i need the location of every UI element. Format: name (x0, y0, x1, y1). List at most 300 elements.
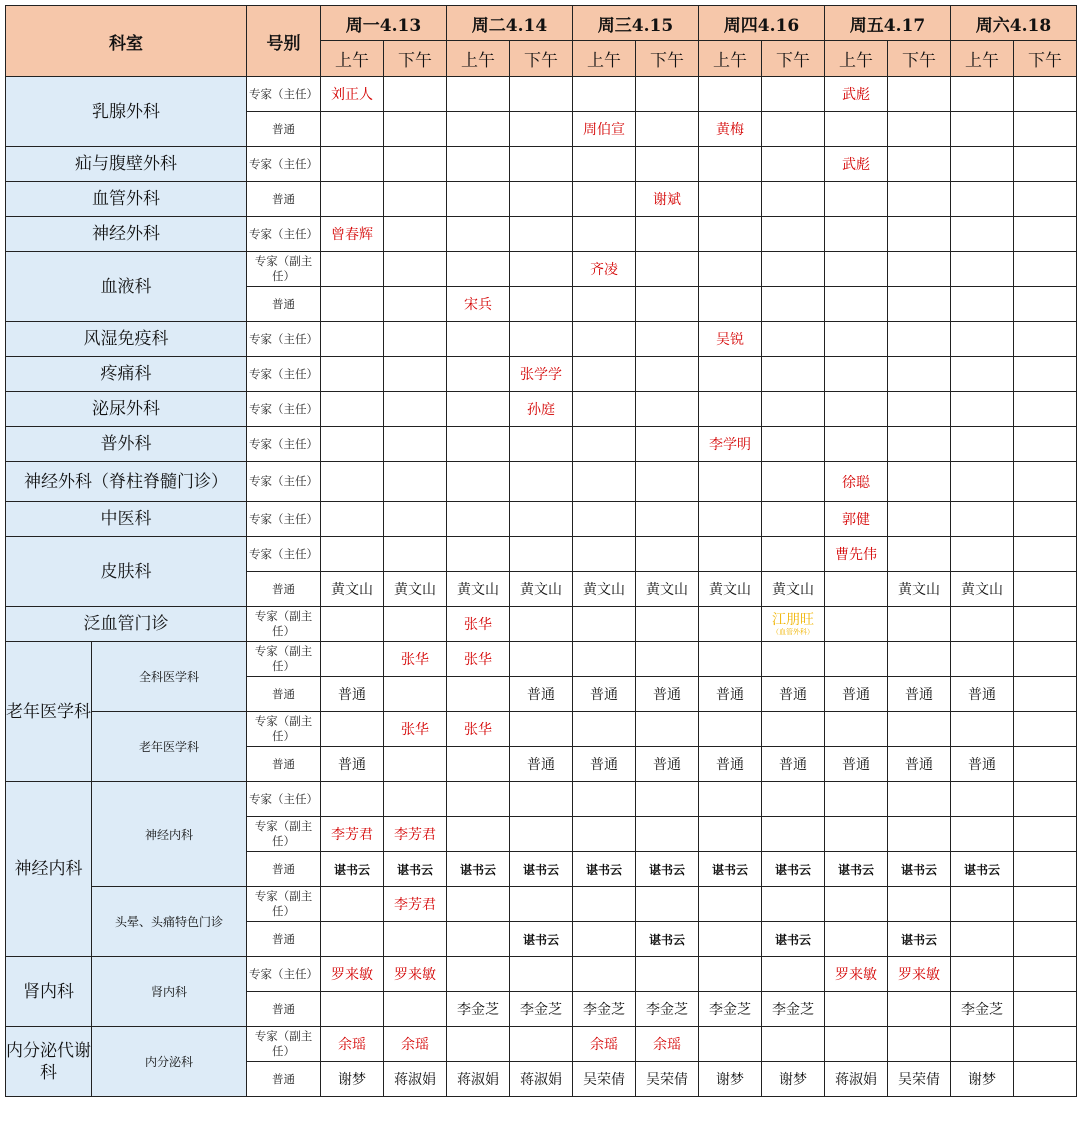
schedule-row (6, 182, 1077, 217)
schedule-cell (510, 572, 573, 607)
schedule-cell (636, 217, 699, 252)
schedule-row (6, 1027, 1077, 1062)
schedule-cell (762, 287, 825, 322)
registration-type: 普通 (247, 112, 321, 147)
schedule-cell (888, 182, 951, 217)
schedule-cell (1014, 392, 1077, 427)
schedule-row (6, 712, 1077, 747)
schedule-cell (888, 462, 951, 502)
schedule-cell (384, 1062, 447, 1097)
doctor-name: 吴荣倩 (898, 1072, 940, 1088)
schedule-cell (762, 922, 825, 957)
schedule-cell (447, 537, 510, 572)
schedule-cell (510, 957, 573, 992)
doctor-name: 普通 (968, 757, 996, 773)
doctor-name: 张华 (464, 617, 492, 633)
schedule-cell (762, 77, 825, 112)
schedule-cell (321, 782, 384, 817)
schedule-cell (951, 852, 1014, 887)
schedule-cell (699, 217, 762, 252)
schedule-cell (321, 182, 384, 217)
doctor-name: 黄文山 (709, 582, 751, 598)
schedule-cell (636, 887, 699, 922)
schedule-cell (447, 182, 510, 217)
schedule-cell (951, 887, 1014, 922)
schedule-cell (447, 852, 510, 887)
schedule-cell (888, 77, 951, 112)
schedule-row (6, 392, 1077, 427)
schedule-row (6, 357, 1077, 392)
schedule-cell (384, 427, 447, 462)
registration-type: 普通 (247, 182, 321, 217)
day-header-mon: 周一4.13 (321, 6, 447, 41)
schedule-cell (573, 607, 636, 642)
schedule-cell (636, 182, 699, 217)
schedule-cell (510, 287, 573, 322)
schedule-cell (636, 392, 699, 427)
schedule-cell (321, 357, 384, 392)
doctor-name: 李学明 (709, 437, 751, 453)
schedule-cell (762, 852, 825, 887)
schedule-cell (447, 957, 510, 992)
department-name: 神经外科（脊柱脊髓门诊） (6, 462, 247, 502)
schedule-cell (384, 887, 447, 922)
schedule-cell (699, 287, 762, 322)
schedule-cell (951, 1027, 1014, 1062)
schedule-cell (636, 112, 699, 147)
schedule-cell (825, 782, 888, 817)
schedule-cell (699, 357, 762, 392)
schedule-cell (825, 852, 888, 887)
schedule-cell (573, 642, 636, 677)
schedule-cell (510, 887, 573, 922)
pm-header: 下午 (1014, 41, 1077, 77)
schedule-cell (636, 712, 699, 747)
type-header: 号别 (247, 6, 321, 77)
schedule-cell (573, 182, 636, 217)
schedule-cell (1014, 427, 1077, 462)
schedule-cell (384, 357, 447, 392)
schedule-cell (951, 217, 1014, 252)
schedule-cell (447, 677, 510, 712)
schedule-cell (573, 747, 636, 782)
schedule-cell (1014, 252, 1077, 287)
schedule-cell (573, 537, 636, 572)
schedule-cell (510, 322, 573, 357)
doctor-name: 普通 (716, 757, 744, 773)
schedule-cell (888, 1027, 951, 1062)
registration-type: 专家（副主任） (247, 817, 321, 852)
schedule-cell (762, 112, 825, 147)
schedule-cell (447, 112, 510, 147)
doctor-name: 李芳君 (331, 827, 373, 843)
doctor-name: 普通 (779, 757, 807, 773)
schedule-cell (1014, 77, 1077, 112)
schedule-cell (951, 992, 1014, 1027)
schedule-cell (888, 712, 951, 747)
doctor-name: 谌书云 (774, 862, 811, 877)
schedule-cell (762, 572, 825, 607)
schedule-cell (699, 747, 762, 782)
registration-type: 专家（主任） (247, 357, 321, 392)
doctor-name: 黄文山 (646, 582, 688, 598)
schedule-cell (573, 712, 636, 747)
schedule-cell (510, 642, 573, 677)
registration-type: 普通 (247, 922, 321, 957)
schedule-cell (951, 252, 1014, 287)
schedule-cell (636, 572, 699, 607)
schedule-cell (636, 957, 699, 992)
schedule-cell (447, 427, 510, 462)
schedule-cell (573, 462, 636, 502)
am-header: 上午 (951, 41, 1014, 77)
schedule-cell (825, 747, 888, 782)
dept-header: 科室 (6, 6, 247, 77)
schedule-cell (447, 887, 510, 922)
schedule-cell (1014, 502, 1077, 537)
doctor-name: 罗来敏 (331, 967, 373, 983)
schedule-cell (699, 322, 762, 357)
day-header-fri: 周五4.17 (825, 6, 951, 41)
day-header-tue: 周二4.14 (447, 6, 573, 41)
schedule-cell (321, 747, 384, 782)
schedule-cell (762, 357, 825, 392)
schedule-cell (636, 147, 699, 182)
doctor-name: 谢梦 (779, 1072, 807, 1088)
schedule-cell (825, 572, 888, 607)
day-header-sat: 周六4.18 (951, 6, 1077, 41)
schedule-cell (888, 817, 951, 852)
schedule-cell (762, 147, 825, 182)
schedule-cell (888, 147, 951, 182)
schedule-cell (1014, 677, 1077, 712)
doctor-name: 普通 (842, 687, 870, 703)
schedule-cell (888, 502, 951, 537)
schedule-cell (384, 252, 447, 287)
outpatient-schedule-table (5, 5, 1077, 1097)
schedule-row (6, 147, 1077, 182)
schedule-cell (1014, 782, 1077, 817)
doctor-name: 黄文山 (961, 582, 1003, 598)
schedule-cell (888, 252, 951, 287)
registration-type: 专家（副主任） (247, 712, 321, 747)
schedule-cell (762, 252, 825, 287)
schedule-cell (510, 252, 573, 287)
schedule-cell (384, 392, 447, 427)
schedule-cell (573, 502, 636, 537)
department-group-name: 老年医学科 (6, 642, 92, 782)
schedule-cell (888, 112, 951, 147)
schedule-cell (573, 852, 636, 887)
schedule-cell (510, 427, 573, 462)
schedule-cell (951, 642, 1014, 677)
am-header: 上午 (447, 41, 510, 77)
schedule-cell (447, 712, 510, 747)
schedule-cell (321, 922, 384, 957)
schedule-cell (321, 1062, 384, 1097)
registration-type: 专家（主任） (247, 392, 321, 427)
registration-type: 专家（副主任） (247, 1027, 321, 1062)
doctor-name: 谢梦 (968, 1072, 996, 1088)
doctor-name: 蒋淑娟 (457, 1072, 499, 1088)
pm-header: 下午 (636, 41, 699, 77)
doctor-name: 谌书云 (774, 932, 811, 947)
doctor-name: 吴荣倩 (583, 1072, 625, 1088)
doctor-name: 武彪 (842, 157, 870, 173)
schedule-cell (384, 572, 447, 607)
schedule-cell (888, 677, 951, 712)
schedule-body (6, 77, 1077, 1097)
schedule-cell (510, 747, 573, 782)
schedule-cell (825, 957, 888, 992)
doctor-name: 谢梦 (338, 1072, 366, 1088)
doctor-name: 普通 (590, 757, 618, 773)
schedule-cell (825, 887, 888, 922)
doctor-name: 孙庭 (527, 402, 555, 418)
schedule-cell (825, 392, 888, 427)
schedule-cell (321, 147, 384, 182)
doctor-name: 谌书云 (396, 862, 433, 877)
schedule-cell (384, 112, 447, 147)
schedule-cell (699, 112, 762, 147)
schedule-cell (888, 322, 951, 357)
schedule-cell (321, 462, 384, 502)
doctor-name: 普通 (338, 687, 366, 703)
doctor-name: 罗来敏 (898, 967, 940, 983)
doctor-name: 普通 (905, 687, 933, 703)
schedule-cell (636, 1027, 699, 1062)
schedule-cell (510, 147, 573, 182)
doctor-name: 蒋淑娟 (520, 1072, 562, 1088)
department-name: 普外科 (6, 427, 247, 462)
department-name: 风湿免疫科 (6, 322, 247, 357)
schedule-cell (762, 957, 825, 992)
doctor-name: 李芳君 (394, 897, 436, 913)
registration-type: 专家（主任） (247, 147, 321, 182)
schedule-cell (636, 287, 699, 322)
doctor-name: 谌书云 (522, 932, 559, 947)
schedule-cell (888, 782, 951, 817)
doctor-name: 蒋淑娟 (835, 1072, 877, 1088)
schedule-cell (762, 1027, 825, 1062)
doctor-name: 谌书云 (459, 862, 496, 877)
schedule-cell (951, 817, 1014, 852)
schedule-cell (321, 502, 384, 537)
doctor-name: 江朋旺 (772, 611, 814, 628)
registration-type: 普通 (247, 1062, 321, 1097)
doctor-name: 谌书云 (585, 862, 622, 877)
schedule-cell (825, 817, 888, 852)
schedule-cell (825, 182, 888, 217)
schedule-cell (699, 1027, 762, 1062)
schedule-cell (321, 677, 384, 712)
schedule-cell (699, 147, 762, 182)
schedule-cell (447, 502, 510, 537)
schedule-cell (825, 1027, 888, 1062)
schedule-cell (573, 77, 636, 112)
doctor-name: 李金芝 (772, 1002, 814, 1018)
doctor-name: 普通 (968, 687, 996, 703)
schedule-cell (1014, 462, 1077, 502)
schedule-cell (384, 77, 447, 112)
schedule-cell (1014, 112, 1077, 147)
schedule-cell (699, 642, 762, 677)
department-name: 泌尿外科 (6, 392, 247, 427)
schedule-cell (951, 462, 1014, 502)
schedule-row (6, 77, 1077, 112)
schedule-cell (825, 642, 888, 677)
schedule-row (6, 427, 1077, 462)
schedule-cell (951, 357, 1014, 392)
schedule-cell (321, 537, 384, 572)
schedule-cell (888, 957, 951, 992)
schedule-cell (636, 462, 699, 502)
schedule-cell (573, 147, 636, 182)
schedule-cell (384, 462, 447, 502)
schedule-cell (384, 287, 447, 322)
schedule-cell (825, 502, 888, 537)
doctor-name: 普通 (716, 687, 744, 703)
doctor-name: 黄文山 (772, 582, 814, 598)
schedule-cell (447, 922, 510, 957)
schedule-cell (888, 287, 951, 322)
schedule-cell (951, 427, 1014, 462)
schedule-cell (321, 427, 384, 462)
schedule-cell (573, 817, 636, 852)
doctor-name: 黄梅 (716, 122, 744, 138)
doctor-name: 齐凌 (590, 262, 618, 278)
schedule-cell (825, 322, 888, 357)
schedule-cell (762, 217, 825, 252)
schedule-cell (447, 147, 510, 182)
schedule-cell (510, 462, 573, 502)
doctor-name: 黄文山 (457, 582, 499, 598)
schedule-cell (510, 852, 573, 887)
registration-type: 普通 (247, 287, 321, 322)
am-header: 上午 (699, 41, 762, 77)
doctor-name: 曹先伟 (835, 547, 877, 563)
schedule-cell (888, 642, 951, 677)
schedule-cell (447, 252, 510, 287)
doctor-name: 黄文山 (898, 582, 940, 598)
am-header: 上午 (321, 41, 384, 77)
registration-type: 普通 (247, 852, 321, 887)
doctor-name: 普通 (905, 757, 933, 773)
schedule-cell (636, 642, 699, 677)
department-name: 疼痛科 (6, 357, 247, 392)
registration-type: 专家（主任） (247, 217, 321, 252)
schedule-cell (321, 712, 384, 747)
schedule-cell (384, 852, 447, 887)
schedule-cell (951, 322, 1014, 357)
schedule-cell (384, 537, 447, 572)
schedule-cell (951, 502, 1014, 537)
schedule-cell (1014, 182, 1077, 217)
schedule-cell (951, 782, 1014, 817)
schedule-cell (447, 217, 510, 252)
schedule-cell (447, 287, 510, 322)
schedule-cell (384, 957, 447, 992)
schedule-cell (384, 747, 447, 782)
schedule-cell (699, 852, 762, 887)
registration-type: 专家（副主任） (247, 642, 321, 677)
schedule-cell (510, 782, 573, 817)
doctor-name: 谢梦 (716, 1072, 744, 1088)
schedule-cell (510, 357, 573, 392)
schedule-cell (384, 992, 447, 1027)
schedule-cell (573, 1062, 636, 1097)
schedule-cell (1014, 357, 1077, 392)
registration-type: 专家（主任） (247, 77, 321, 112)
schedule-cell (510, 182, 573, 217)
schedule-cell (762, 427, 825, 462)
schedule-cell (636, 992, 699, 1027)
schedule-cell (573, 572, 636, 607)
schedule-cell (888, 992, 951, 1027)
schedule-cell (510, 1027, 573, 1062)
department-group-name: 内分泌代谢科 (6, 1027, 92, 1097)
schedule-cell (699, 392, 762, 427)
schedule-cell (762, 712, 825, 747)
schedule-cell (762, 747, 825, 782)
doctor-name: 张华 (464, 652, 492, 668)
doctor-name: 郭健 (842, 512, 870, 528)
schedule-cell (762, 782, 825, 817)
schedule-cell (447, 462, 510, 502)
schedule-cell (1014, 537, 1077, 572)
sub-department-name: 内分泌科 (92, 1027, 247, 1097)
registration-type: 专家（主任） (247, 502, 321, 537)
schedule-cell (699, 782, 762, 817)
schedule-cell (447, 642, 510, 677)
schedule-cell (699, 607, 762, 642)
schedule-cell (762, 182, 825, 217)
doctor-name: 谌书云 (900, 932, 937, 947)
schedule-cell (825, 462, 888, 502)
schedule-cell (825, 147, 888, 182)
schedule-cell (762, 322, 825, 357)
schedule-cell (321, 1027, 384, 1062)
schedule-cell (384, 607, 447, 642)
schedule-cell (762, 1062, 825, 1097)
schedule-cell (699, 712, 762, 747)
doctor-name: 余瑶 (653, 1037, 681, 1053)
schedule-cell (1014, 712, 1077, 747)
schedule-cell (447, 607, 510, 642)
schedule-cell (825, 77, 888, 112)
registration-type: 普通 (247, 677, 321, 712)
schedule-cell (636, 427, 699, 462)
schedule-cell (1014, 642, 1077, 677)
schedule-cell (825, 537, 888, 572)
schedule-cell (1014, 887, 1077, 922)
registration-type: 专家（主任） (247, 537, 321, 572)
schedule-cell (573, 677, 636, 712)
doctor-name: 谌书云 (900, 862, 937, 877)
registration-type: 专家（主任） (247, 462, 321, 502)
schedule-cell (447, 992, 510, 1027)
schedule-row (6, 642, 1077, 677)
schedule-cell (636, 607, 699, 642)
schedule-cell (888, 427, 951, 462)
schedule-cell (510, 607, 573, 642)
schedule-cell (699, 572, 762, 607)
schedule-cell (951, 677, 1014, 712)
schedule-row (6, 957, 1077, 992)
schedule-cell (321, 642, 384, 677)
schedule-cell (1014, 992, 1077, 1027)
schedule-cell (510, 112, 573, 147)
